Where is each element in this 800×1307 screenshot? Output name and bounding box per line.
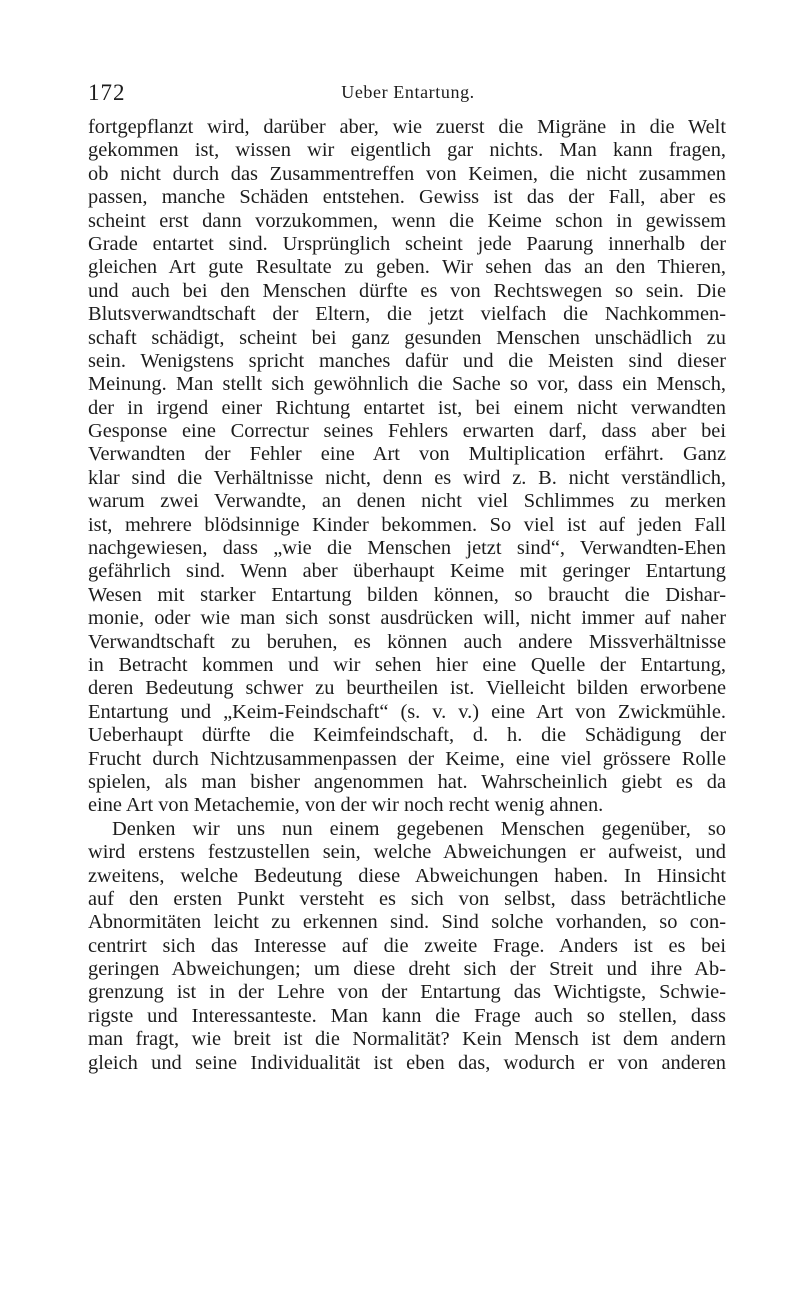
running-head [88,80,728,110]
text-line: Denken wir uns nun einem gegebenen Menschen gegenüber, so [112,817,726,840]
text-line: monie, oder wie man sich sonst ausdrücken will, nicht immer auf naher [88,607,726,630]
text-line: Ueberhaupt dürfte die Keimfeindschaft, d. h. die Schädigung der [88,724,726,747]
text-line: wird erstens festzustellen sein, welche Abweichungen er aufweist, und [88,841,726,864]
text-line: Blutsverwandtschaft der Eltern, die jetzt vielfach die Nachkommen- [88,303,726,326]
text-line: Meinung. Man stellt sich gewöhnlich die Sache so vor, dass ein Mensch, [88,373,726,396]
text-line: gekommen ist, wissen wir eigentlich gar nichts. Man kann fragen, [88,139,726,162]
text-line: fortgepflanzt wird, darüber aber, wie zuerst die Migräne in die Welt [88,116,726,138]
page-number: 172 [88,80,126,105]
text-line: schaft schädigt, scheint bei ganz gesunden Menschen unschädlich zu [88,326,726,349]
running-title: Ueber Entartung. [341,82,475,102]
text-line: Gesponse eine Correctur seines Fehlers erwarten darf, dass aber bei [88,420,726,443]
text-line: ob nicht durch das Zusammentreffen von Keimen, die nicht zusammen [88,162,726,185]
text-line: scheint erst dann vorzukommen, wenn die Keime schon in gewissem [88,209,726,232]
paragraph [88,116,726,818]
text-line: Wesen mit starker Entartung bilden können, so braucht die Dishar- [88,583,726,606]
paragraph [88,818,726,1075]
text-line: zweitens, welche Bedeutung diese Abweichungen haben. In Hinsicht [88,864,726,887]
text-line: Entartung und „Keim-Feindschaft“ (s. v. v.) eine Art von Zwickmühle. [88,700,726,723]
text-line: warum zwei Verwandte, an denen nicht viel Schlimmes zu merken [88,490,726,513]
text-line: in Betracht kommen und wir sehen hier eine Quelle der Entartung, [88,653,726,676]
text-line: geringen Abweichungen; um diese dreht sich der Streit und ihre Ab- [88,958,726,981]
text-line: Abnormitäten leicht zu erkennen sind. Sind solche vorhanden, so con- [88,911,726,934]
text-line: Grade entartet sind. Ursprünglich scheint jede Paarung innerhalb der [88,232,726,255]
text-line: eine Art von Metachemie, von der wir noch recht wenig ahnen. [88,794,604,817]
body-text [88,116,726,1075]
text-line: grenzung ist in der Lehre von der Entartung das Wichtigste, Schwie- [88,981,726,1004]
text-line: Frucht durch Nichtzusammenpassen der Keime, eine viel grössere Rolle [88,747,726,770]
text-line: der in irgend einer Richtung entartet ist, bei einem nicht verwandten [88,396,726,419]
text-line: nachgewiesen, dass „wie die Menschen jetzt sind“, Verwandten-Ehen [88,537,726,560]
text-line: gleich und seine Individualität ist eben das, wodurch er von anderen [88,1051,726,1074]
text-line: ist, mehrere blödsinnige Kinder bekommen. So viel ist auf jeden Fall [88,513,726,536]
text-line: centrirt sich das Interesse auf die zweite Frage. Anders ist es bei [88,934,726,957]
text-line: man fragt, wie breit ist die Normalität? Kein Mensch ist dem andern [88,1028,726,1051]
text-line: gleichen Art gute Resultate zu geben. Wir sehen das an den Thieren, [88,256,726,279]
text-line: passen, manche Schäden entstehen. Gewiss ist das der Fall, aber es [88,186,726,209]
text-line: spielen, als man bisher angenommen hat. Wahrscheinlich giebt es da [88,770,726,793]
text-line: klar sind die Verhältnisse nicht, denn es wird z. B. nicht verständlich, [88,466,726,489]
text-line: Verwandtschaft zu beruhen, es können auch andere Missverhältnisse [88,630,726,653]
text-line: deren Bedeutung schwer zu beurtheilen ist. Vielleicht bilden erworbene [88,677,726,700]
text-line: und auch bei den Menschen dürfte es von Rechtswegen so sein. Die [88,279,726,302]
text-line: rigste und Interessanteste. Man kann die Frage auch so stellen, dass [88,1004,726,1027]
text-line: sein. Wenigstens spricht manches dafür und die Meisten sind dieser [88,349,726,372]
text-line: gefährlich sind. Wenn aber überhaupt Keime mit geringer Entartung [88,560,726,583]
text-line: auf den ersten Punkt versteht es sich von selbst, dass beträchtliche [88,887,726,910]
text-line: Verwandten der Fehler eine Art von Multiplication erfährt. Ganz [88,443,726,466]
